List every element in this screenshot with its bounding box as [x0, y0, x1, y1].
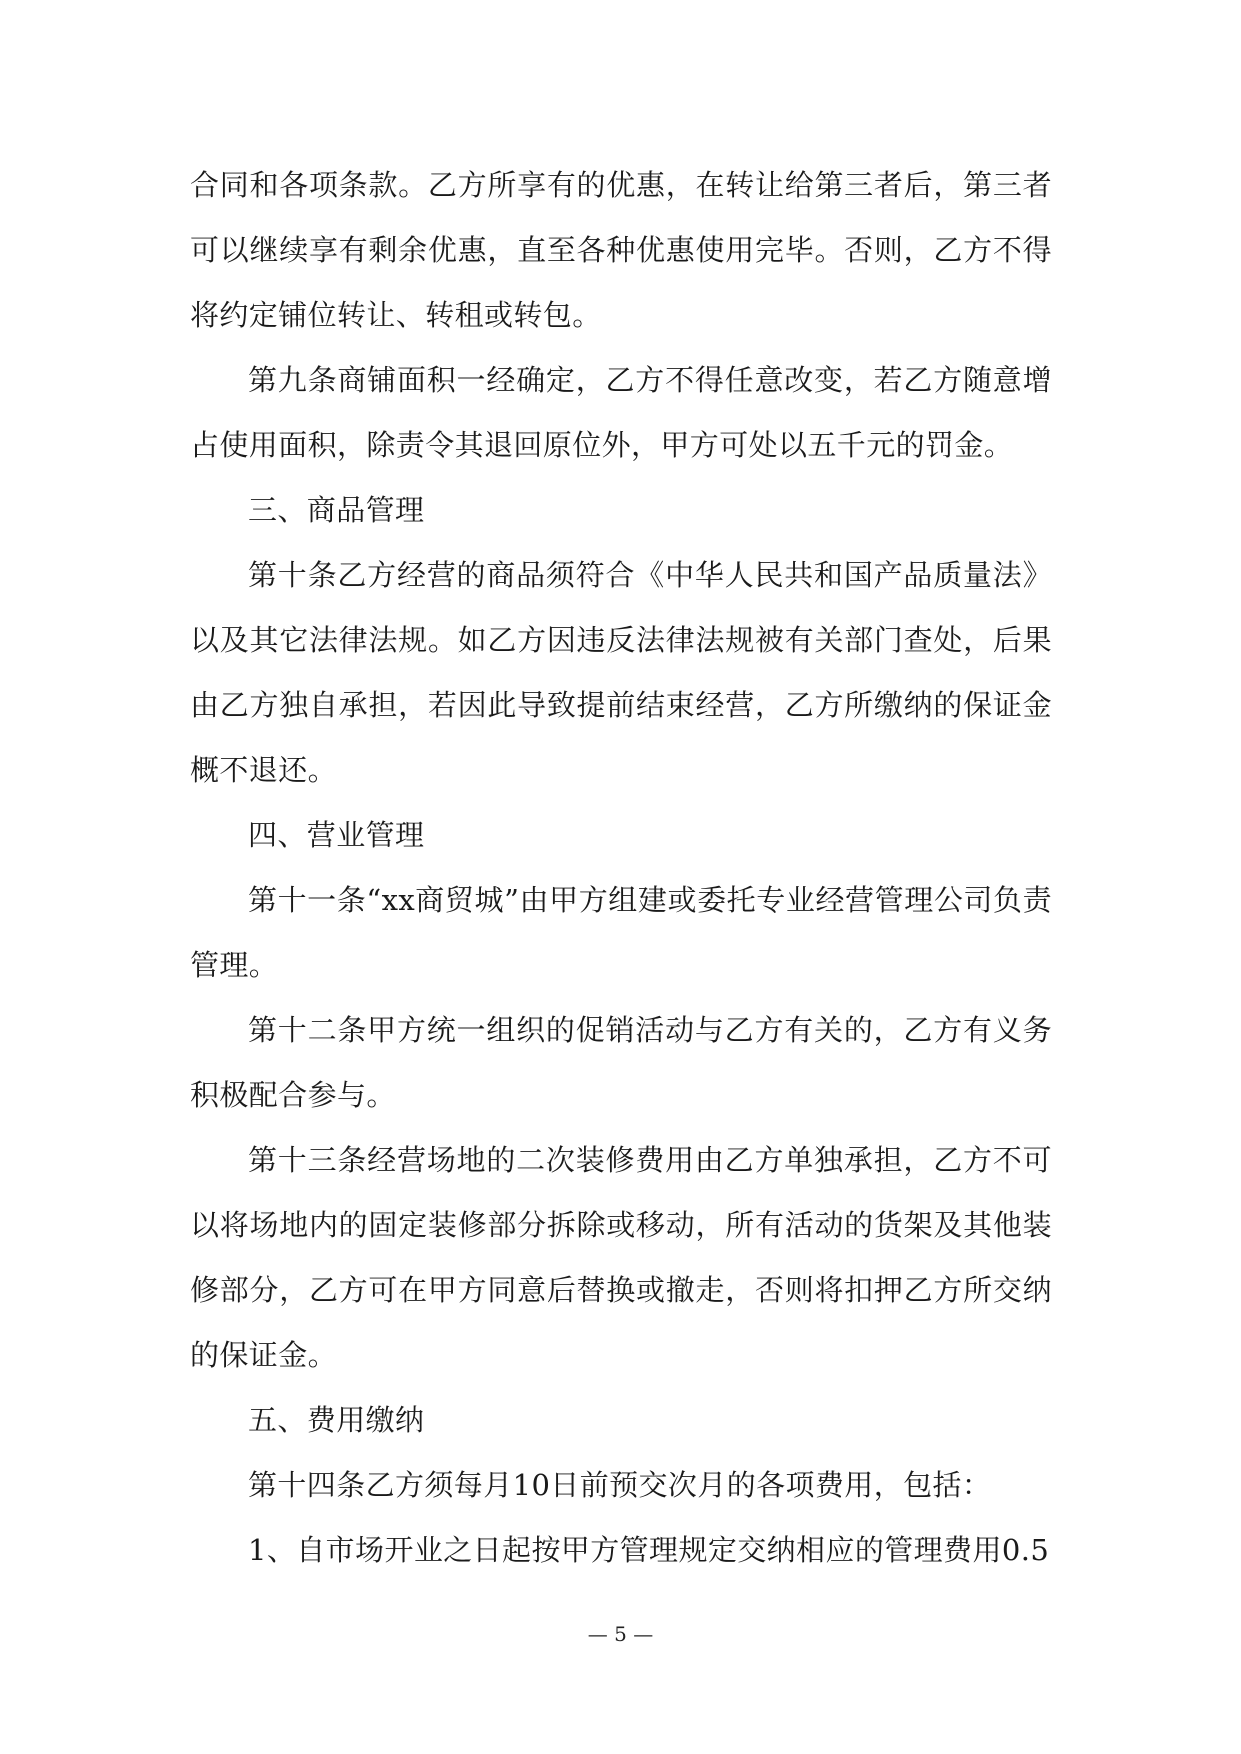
- paragraph-article-12: 第十二条甲方统一组织的促销活动与乙方有关的，乙方有义务积极配合参与。: [190, 1013, 1052, 1112]
- paragraph-article-13: 第十三条经营场地的二次装修费用由乙方单独承担，乙方不可以将场地内的固定装修部分拆除或移动，所有活动的货架及其他装修部分，乙方可在甲方同意后替换或撤走，否则将扣押乙方所交纳的保证金。: [190, 1143, 1052, 1372]
- paragraph-continuation: 合同和各项条款。乙方所享有的优惠，在转让给第三者后，第三者可以继续享有剩余优惠，直至各种优惠使用完毕。否则，乙方不得将约定铺位转让、转租或转包。: [190, 168, 1052, 332]
- section-heading-goods-management: 三、商品管理: [248, 493, 425, 527]
- paragraph-article-9: 第九条商铺面积一经确定，乙方不得任意改变，若乙方随意增占使用面积，除责令其退回原位外，甲方可处以五千元的罚金。: [190, 363, 1052, 462]
- list-item-fee-1: 1、自市场开业之日起按甲方管理规定交纳相应的管理费用0.5: [248, 1533, 1050, 1567]
- section-heading-fee-payment: 五、费用缴纳: [248, 1403, 425, 1437]
- document-body: [190, 153, 1052, 1583]
- paragraph-article-14: 第十四条乙方须每月10日前预交次月的各项费用，包括：: [248, 1468, 992, 1502]
- paragraph-article-10: 第十条乙方经营的商品须符合《中华人民共和国产品质量法》以及其它法律法规。如乙方因违反法律法规被有关部门查处，后果由乙方独自承担，若因此导致提前结束经营，乙方所缴纳的保证金概不退还。: [190, 558, 1052, 787]
- page-number: — 5 —: [587, 1622, 654, 1646]
- paragraph-article-11: 第十一条“xx商贸城”由甲方组建或委托专业经营管理公司负责管理。: [190, 883, 1052, 982]
- section-heading-business-management: 四、营业管理: [248, 818, 425, 852]
